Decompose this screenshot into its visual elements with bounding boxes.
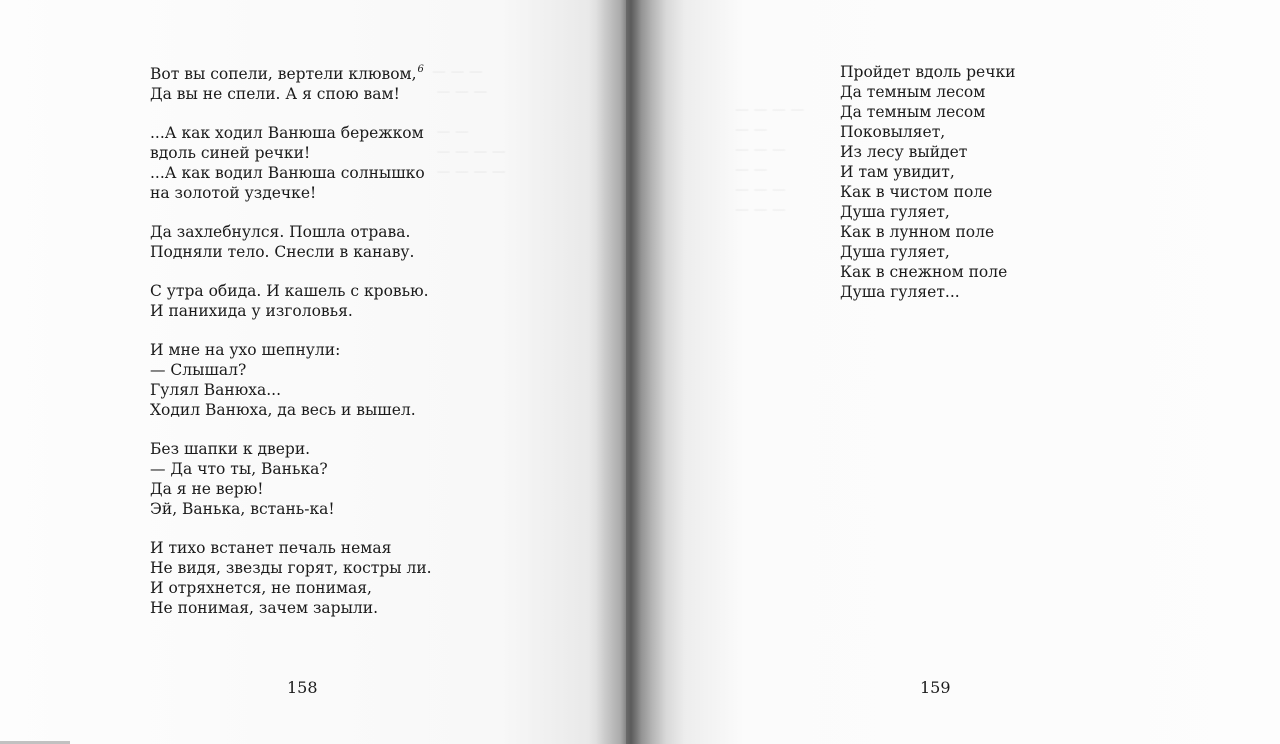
poem-line-text: Да темным лесом — [840, 83, 986, 101]
poem-line — [150, 400, 440, 420]
poem-line — [150, 60, 440, 84]
poem-line-text: Да вы не спели. А я спою вам! — [150, 85, 400, 103]
poem-line-text: Поковыляет, — [840, 123, 946, 141]
poem-line — [150, 578, 440, 598]
poem-line — [840, 262, 1060, 282]
stanza — [150, 60, 440, 104]
poem-line — [840, 182, 1060, 202]
poem-line — [150, 538, 440, 558]
poem-line-text: И там увидит, — [840, 163, 955, 181]
poem-line — [150, 459, 440, 479]
bleed-through-text-right: — — — — — — — — — — — — — — — — — — [735, 102, 805, 218]
poem-line-text: С утра обида. И кашель с кровью. — [150, 282, 429, 300]
page-number-right: 159 — [920, 678, 951, 697]
poem-line-text: Да захлебнулся. Пошла отрава. — [150, 223, 411, 241]
poem-line — [150, 558, 440, 578]
poem-line — [150, 439, 440, 459]
poem-line-text: Ходил Ванюха, да весь и вышел. — [150, 401, 416, 419]
poem-line-text: ...А как водил Ванюша солнышко — [150, 164, 425, 182]
poem-line-text: Вот вы сопели, вертели клювом, — [150, 65, 417, 83]
poem-line — [150, 242, 440, 262]
poem-line-text: Душа гуляет, — [840, 203, 950, 221]
poem-line-text: Не видя, звезды горят, костры ли. — [150, 559, 432, 577]
poem-line-text: Пройдет вдоль речки — [840, 63, 1016, 81]
stanza — [150, 222, 440, 262]
stanza — [840, 62, 1060, 302]
poem-line-text: И панихида у изголовья. — [150, 302, 353, 320]
poem-line-text: — Слышал? — [150, 361, 247, 379]
poem-line-text: И мне на ухо шепнули: — [150, 341, 341, 359]
poem-line — [150, 183, 440, 203]
poem-line-text: Да я не верю! — [150, 480, 264, 498]
poem-line-text: Из лесу выйдет — [840, 143, 968, 161]
footnote-marker: 6 — [417, 64, 424, 75]
poem-line-text: Душа гуляет, — [840, 243, 950, 261]
poem-line — [150, 143, 440, 163]
poem-line-text: вдоль синей речки! — [150, 144, 311, 162]
poem-line — [150, 281, 440, 301]
poem-line — [150, 598, 440, 618]
poem-line — [840, 102, 1060, 122]
poem-line — [150, 84, 440, 104]
poem-line — [150, 479, 440, 499]
poem-line — [840, 242, 1060, 262]
poem-line — [150, 360, 440, 380]
poem-line-text: ...А как ходил Ванюша бережком — [150, 124, 424, 142]
stanza — [150, 439, 440, 519]
poem-line-text: Гулял Ванюха... — [150, 381, 282, 399]
poem-line-text: — Да что ты, Ванька? — [150, 460, 328, 478]
poem-line-text: Да темным лесом — [840, 103, 986, 121]
poem-line — [840, 82, 1060, 102]
poem-line — [840, 122, 1060, 142]
poem-line — [150, 222, 440, 242]
poem-line — [840, 162, 1060, 182]
poem-line — [840, 142, 1060, 162]
poem-line — [840, 202, 1060, 222]
poem-line-text: Душа гуляет... — [840, 283, 960, 301]
poem-line — [150, 301, 440, 321]
poem-line — [150, 123, 440, 143]
bleed-through-text-left: — — — — — — — — — — — — — — — — — [432, 64, 506, 180]
left-poem — [150, 60, 440, 637]
page-number-left: 158 — [287, 678, 318, 697]
poem-line — [840, 282, 1060, 302]
poem-line-text: Как в чистом поле — [840, 183, 993, 201]
poem-line-text: на золотой уздечке! — [150, 184, 317, 202]
poem-line-text: Как в снежном поле — [840, 263, 1008, 281]
poem-line — [840, 62, 1060, 82]
poem-line — [150, 340, 440, 360]
poem-line-text: Не понимая, зачем зарыли. — [150, 599, 379, 617]
poem-line-text: И отряхнется, не понимая, — [150, 579, 372, 597]
poem-line-text: Подняли тело. Снесли в канаву. — [150, 243, 415, 261]
poem-line — [840, 222, 1060, 242]
right-poem — [840, 62, 1060, 321]
poem-line — [150, 499, 440, 519]
stanza — [150, 340, 440, 420]
stanza — [150, 123, 440, 203]
poem-line-text: И тихо встанет печаль немая — [150, 539, 392, 557]
poem-line-text: Как в лунном поле — [840, 223, 995, 241]
stanza — [150, 538, 440, 618]
poem-line — [150, 163, 440, 183]
poem-line — [150, 380, 440, 400]
book-gutter — [596, 0, 666, 744]
poem-line-text: Эй, Ванька, встань-ка! — [150, 500, 335, 518]
poem-line-text: Без шапки к двери. — [150, 440, 311, 458]
stanza — [150, 281, 440, 321]
